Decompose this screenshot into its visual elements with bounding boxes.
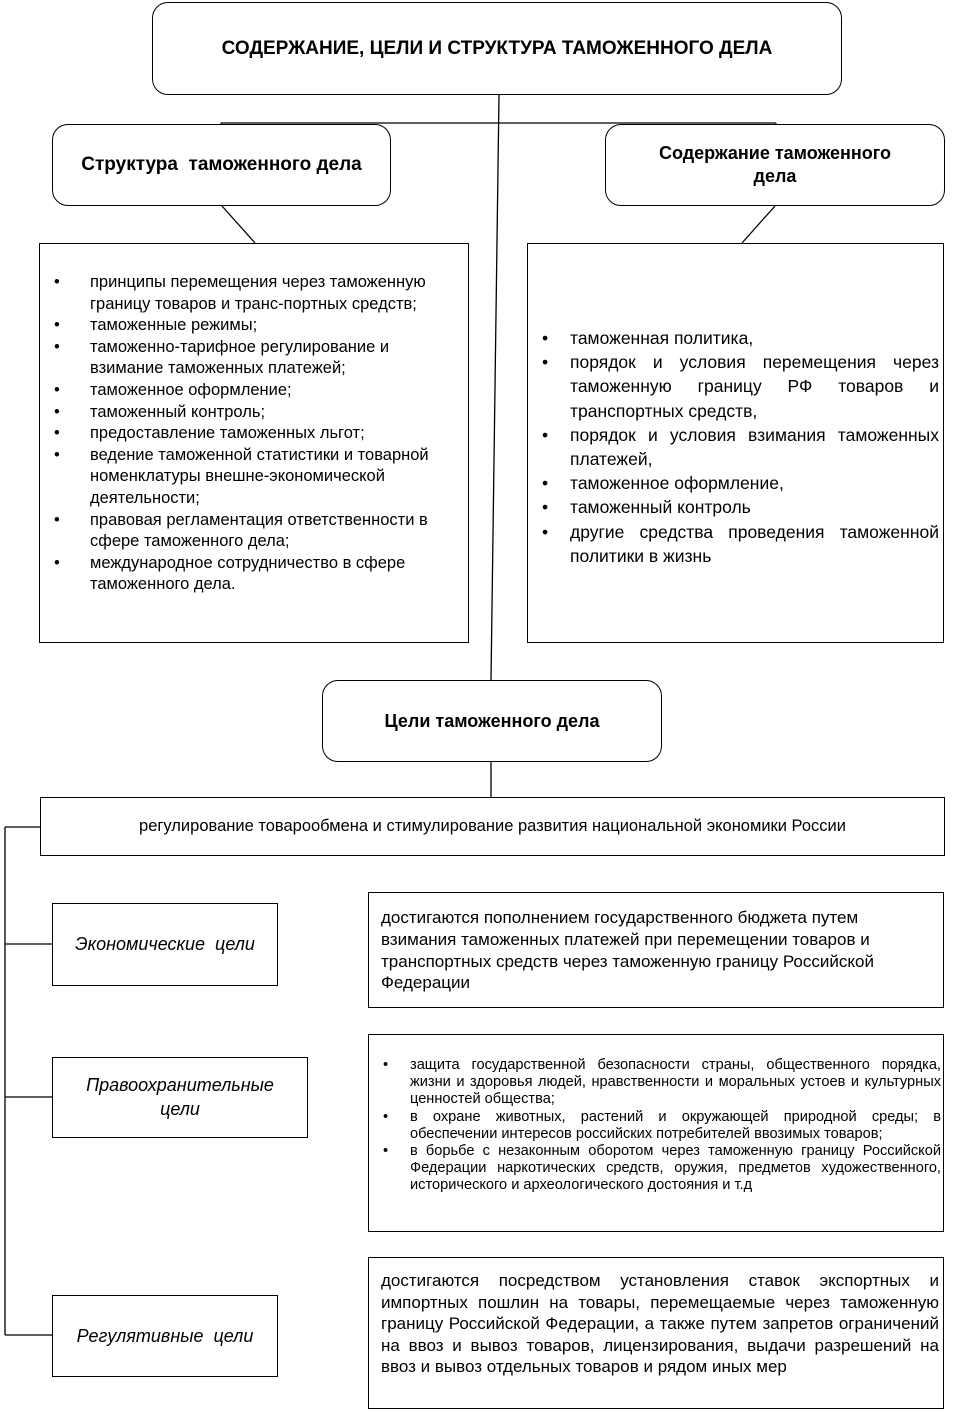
main-title: СОДЕРЖАНИЕ, ЦЕЛИ И СТРУКТУРА ТАМОЖЕННОГО ДЕЛА [221, 37, 773, 59]
structure-item: • таможенное оформление; [40, 380, 452, 402]
main-title-box [152, 2, 842, 95]
structure-heading: Структура таможенного дела [81, 154, 362, 175]
regulative-goals-text: достигаются посредством установления ставок экспортных и импортных пошлин на товары, перемещаемые через таможенную границу Российской Федерации, а также путем запретов ограничений на ввоз и вывоз товаров, лицензирования, выдачи разрешений на ввоз и вывоз отдельных товаров и рядом иных мер [381, 1271, 939, 1377]
structure-list [40, 272, 452, 596]
content-heading: Содержание таможенного дела [658, 142, 892, 186]
structure-item: • таможенный контроль; [40, 402, 452, 424]
content-item: • порядок и условия перемещения через таможенную границу РФ товаров и транспортных средств, [528, 350, 939, 423]
law-goals-list-box [368, 1034, 944, 1232]
content-item: • таможенное оформление, [528, 471, 939, 495]
structure-item: • ведение таможенной статистики и товарной номенклатуры внешне-экономической деятельности; [40, 445, 452, 510]
content-item: • другие средства проведения таможенной политики в жизнь [528, 520, 939, 568]
regulative-goals-text-box [368, 1257, 944, 1409]
structure-item: • принципы перемещения через таможенную границу товаров и транс-портных средств; [40, 272, 452, 315]
content-item: • порядок и условия взимания таможенных платежей, [528, 423, 939, 471]
economic-goals-text-box [368, 892, 944, 1008]
law-goal-item: • в охране животных, растений и окружающей природной среды; в обеспечении интересов российских потребителей ввозимых товаров; [369, 1109, 941, 1143]
structure-item: • правовая регламентация ответственности в сфере таможенного дела; [40, 510, 452, 553]
content-list [528, 326, 939, 568]
structure-item: • таможенные режимы; [40, 315, 452, 337]
structure-item: • международное сотрудничество в сфере таможенного дела. [40, 553, 452, 596]
main-goal: регулирование товарообмена и стимулирование развития национальной экономики России [139, 817, 846, 835]
goals-heading: Цели таможенного дела [384, 710, 600, 731]
law-goal-item: • защита государственной безопасности страны, общественного порядка, жизни и здоровья людей, нравственности и моральных устоев и культурных ценностей общества; [369, 1057, 941, 1109]
content-item: • таможенный контроль [528, 495, 939, 519]
content-heading-box [605, 124, 945, 206]
content-item: • таможенная политика, [528, 326, 939, 350]
law-goals-list [369, 1057, 941, 1195]
structure-heading-box [52, 124, 391, 206]
structure-item: • предоставление таможенных льгот; [40, 423, 452, 445]
regulative-goals-label: Регулятивные цели [76, 1325, 254, 1346]
law-goals-label-box [52, 1057, 308, 1138]
law-goals-label: Правоохранительные цели [86, 1075, 274, 1119]
law-goal-item: • в борьбе с незаконным оборотом через таможенную границу Российской Федерации наркотических средств, оружия, предметов художественного, исторического и археологического достояния и т.д [369, 1143, 941, 1195]
structure-item: • таможенно-тарифное регулирование и взимание таможенных платежей; [40, 337, 452, 380]
goals-heading-box [322, 680, 662, 762]
regulative-goals-label-box [52, 1295, 278, 1377]
economic-goals-label-box [52, 903, 278, 986]
economic-goals-text: достигаются пополнением государственного бюджета путем взимания таможенных платежей при перемещении товаров и транспортных средств через таможенную границу Российской Федерации [381, 908, 874, 993]
structure-list-box [39, 243, 469, 643]
content-list-box [527, 243, 944, 643]
main-goal-box [40, 797, 945, 856]
economic-goals-label: Экономические цели [75, 934, 255, 954]
